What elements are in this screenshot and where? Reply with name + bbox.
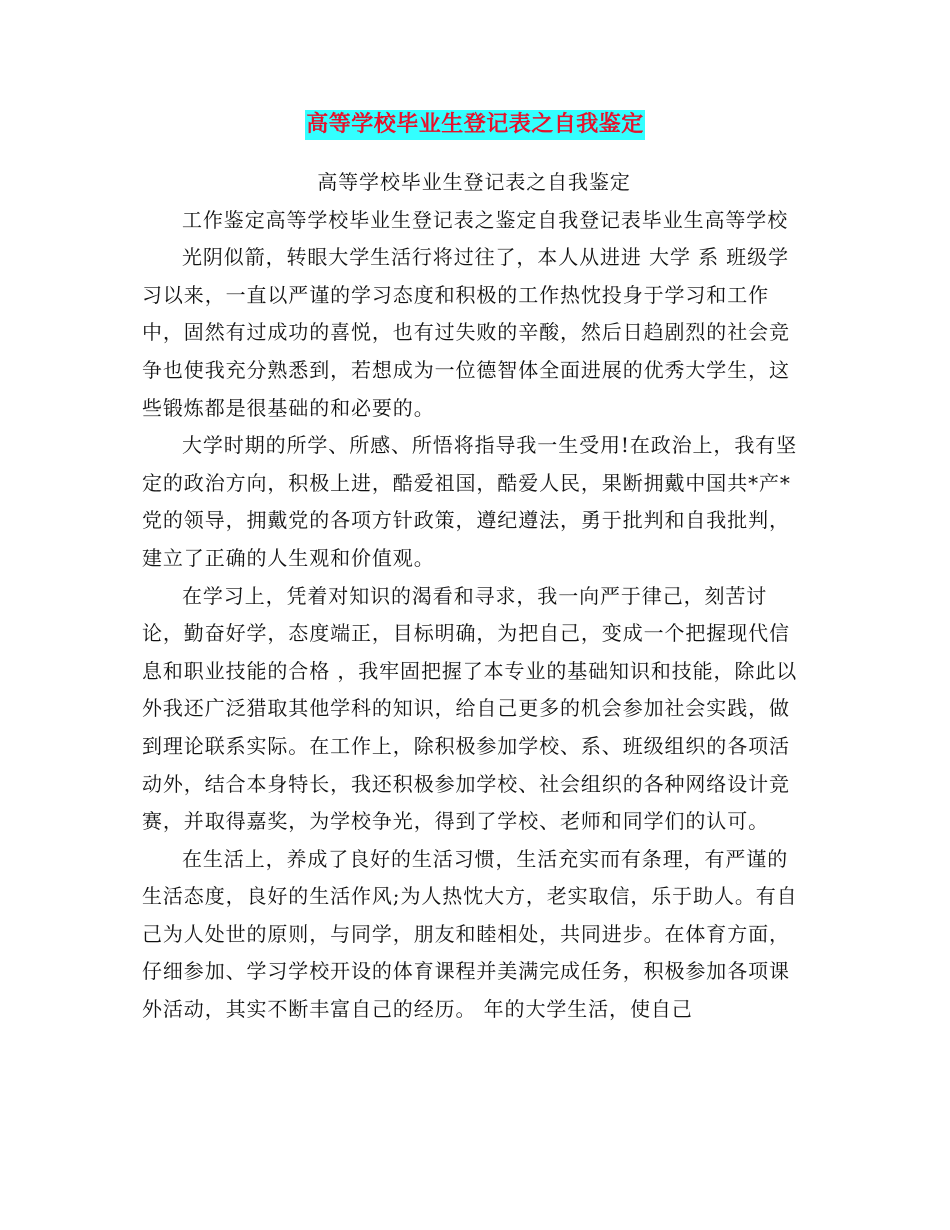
document-title: 高等学校毕业生登记表之自我鉴定: [305, 110, 645, 140]
document-body: [142, 164, 806, 1029]
body-paragraph-study: 在学习上，凭着对知识的渴看和寻求，我一向严于律己，刻苦讨论，勤奋好学，态度端正，目标明确，为把自己，变成一个把握现代信息和职业技能的合格 ，我牢固把握了本专业的基础知识和技能，除此以外我还广泛猎取其他学科的知识，给自己更多的机会参加社会实践，做到理论联系实际。在工作上，除积极参加学校、系、班级组织的各项活动外，结合本身特长，我还积极参加学校、社会组织的各种网络设计竞赛，并取得嘉奖，为学校争光，得到了学校、老师和同学们的认可。: [142, 583, 798, 834]
body-paragraph-life: 在生活上，养成了良好的生活习惯，生活充实而有条理，有严谨的生活态度，良好的生活作风;为人热忱大方，老实取信，乐于助人。有自己为人处世的原则，与同学，朋友和睦相处，共同进步。在体育方面，仔细参加、学习学校开设的体育课程并美满完成任务，积极参加各项课外活动，其实不断丰富自己的经历。 年的大学生活，使自己: [142, 846, 798, 1022]
body-paragraph-intro: 光阴似箭，转眼大学生活行将过往了，本人从进进 大学 系 班级学习以来，一直以严谨的学习态度和积极的工作热忱投身于学习和工作中，固然有过成功的喜悦，也有过失败的辛酸，然后日趋剧烈的社会竞争也使我充分熟悉到，若想成为一位德智体全面进展的优秀大学生，这些锻炼都是很基础的和必要的。: [142, 245, 790, 420]
keywords-paragraph: 工作鉴定高等学校毕业生登记表之鉴定自我登记表毕业生高等学校: [182, 207, 789, 232]
document-title-wrapper: [0, 110, 950, 140]
document-subtitle: 高等学校毕业生登记表之自我鉴定: [317, 170, 631, 194]
body-paragraph-politics: 大学时期的所学、所感、所悟将指导我一生受用!在政治上，我有坚定的政治方向，积极上进，酷爱祖国，酷爱人民，果断拥戴中国共*产*党的领导，拥戴党的各项方针政策，遵纪遵法，勇于批判和自我批判，建立了正确的人生观和价值观。: [142, 433, 798, 570]
